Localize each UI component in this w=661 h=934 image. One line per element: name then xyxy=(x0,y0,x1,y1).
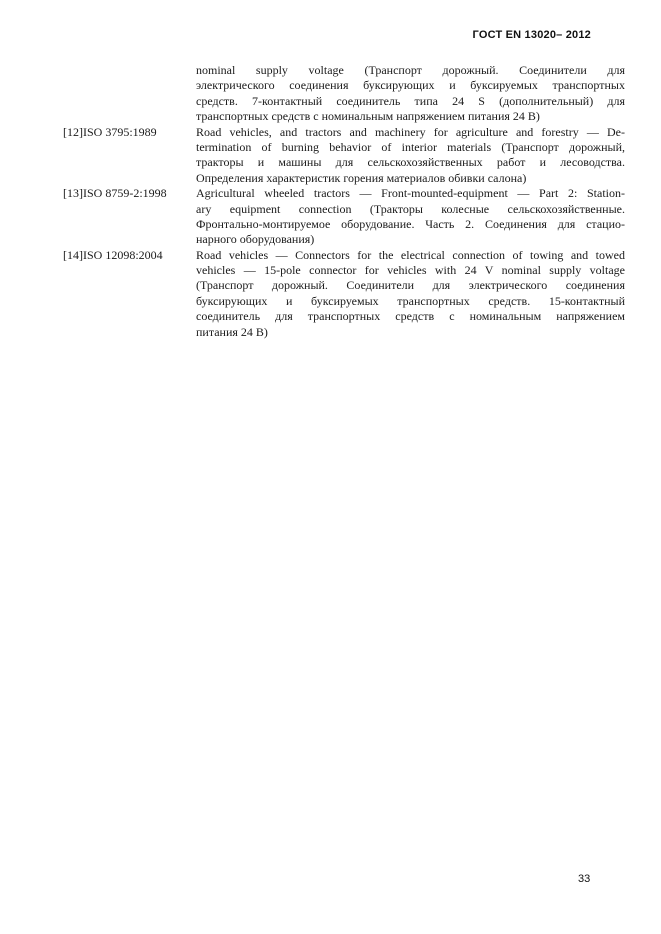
reference-line: электрического соединения буксирующих и буксируемых транспортных xyxy=(196,78,625,93)
reference-line: ary equipment connection (Тракторы колесные сельскохозяйственные. xyxy=(196,201,625,216)
reference-line: termination of burning behavior of interior materials (Транспорт дорожный, xyxy=(196,139,625,154)
reference-line: nominal supply voltage (Транспорт дорожный. Соединители для xyxy=(196,63,625,77)
bibliography-entry xyxy=(63,125,625,187)
page-number: 33 xyxy=(578,873,591,885)
bibliography-entry xyxy=(63,186,625,248)
reference-line: тракторы и машины для сельскохозяйственных работ и лесоводства. xyxy=(196,155,625,170)
reference-line: Road vehicles — Connectors for the electrical connection of towing and towed xyxy=(196,247,625,262)
reference-text xyxy=(196,186,625,248)
reference-line: (Транспорт дорожный. Соединители для электрического соединения xyxy=(196,278,625,293)
reference-id: [14]ISO 12098:2004 xyxy=(63,247,163,262)
reference-line: питания 24 В) xyxy=(196,324,268,339)
bibliography-entry xyxy=(63,63,625,125)
reference-line: vehicles — 15-pole connector for vehicles with 24 V nominal supply voltage xyxy=(196,263,625,278)
reference-text xyxy=(196,125,625,187)
reference-line: соединитель для транспортных средств с номинальным напряжением xyxy=(196,309,625,324)
reference-line: буксирующих и буксируемых транспортных средств. 15-контактный xyxy=(196,293,625,308)
reference-line: нарного оборудования) xyxy=(196,232,315,247)
reference-id: [12]ISO 3795:1989 xyxy=(63,124,157,139)
reference-line: Road vehicles, and tractors and machinery for agriculture and forestry — De- xyxy=(196,124,625,139)
reference-line: транспортных средств с номинальным напряжением питания 24 В) xyxy=(196,109,540,124)
reference-line: средств. 7-контактный соединитель типа 24 S (дополнительный) для xyxy=(196,93,625,108)
reference-text xyxy=(196,63,625,125)
document-header-standard: ГОСТ EN 13020– 2012 xyxy=(472,29,591,41)
bibliography-entry xyxy=(63,248,625,340)
reference-id: [13]ISO 8759-2:1998 xyxy=(63,186,167,201)
reference-line: Фронтально-монтируемое оборудование. Часть 2. Соединения для стацио- xyxy=(196,216,625,231)
reference-line: Agricultural wheeled tractors — Front-mounted-equipment — Part 2: Station- xyxy=(196,186,625,201)
reference-line: Определения характеристик горения материалов обивки салона) xyxy=(196,170,527,185)
bibliography-list xyxy=(63,63,625,340)
reference-text xyxy=(196,248,625,340)
